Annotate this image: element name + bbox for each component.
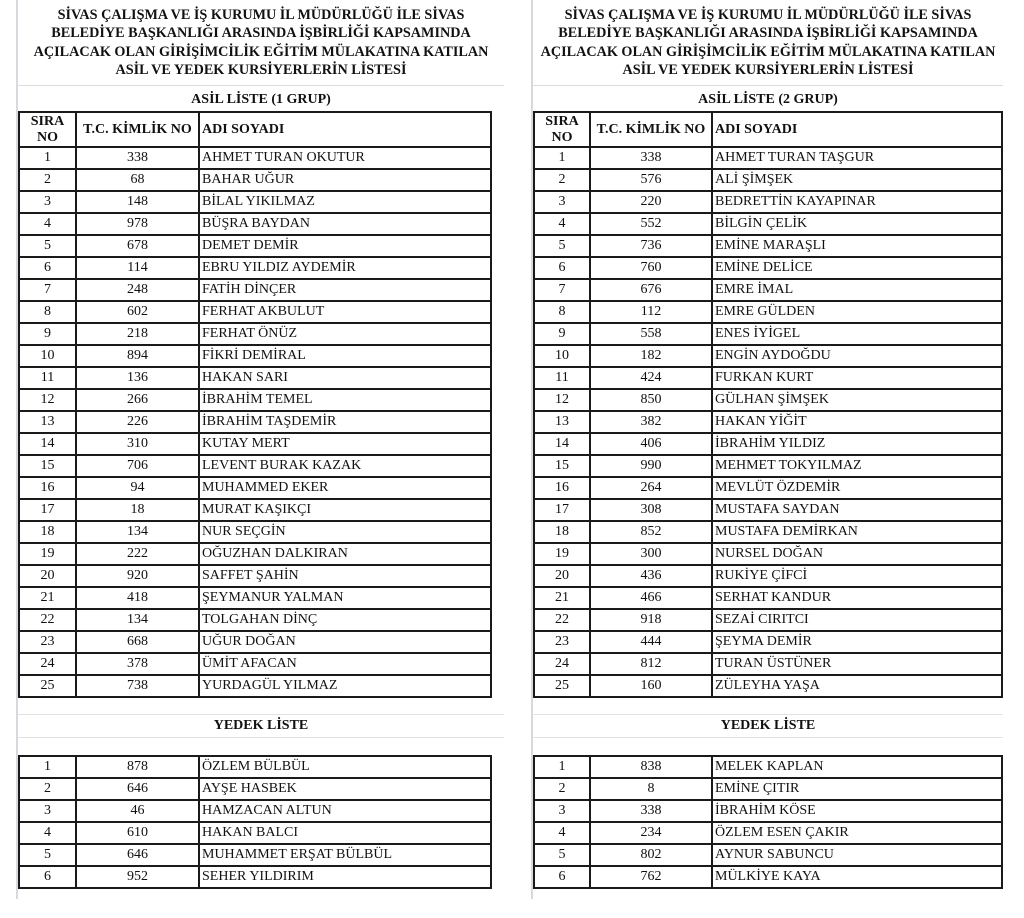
cell-tc-kimlik-no: 738 [76, 675, 199, 697]
table-row [19, 778, 491, 800]
cell-sira-no: 3 [534, 800, 590, 822]
cell-adi-soyadi: ÜMİT AFACAN [199, 653, 491, 675]
cell-adi-soyadi: AYŞE HASBEK [199, 778, 491, 800]
cell-adi-soyadi: NURSEL DOĞAN [712, 543, 1002, 565]
cell-tc-kimlik-no: 444 [590, 631, 712, 653]
cell-adi-soyadi: MUHAMMED EKER [199, 477, 491, 499]
cell-sira-no: 15 [19, 455, 76, 477]
cell-sira-no: 2 [534, 778, 590, 800]
cell-adi-soyadi: FERHAT ÖNÜZ [199, 323, 491, 345]
cell-tc-kimlik-no: 148 [76, 191, 199, 213]
table-row [534, 587, 1002, 609]
cell-adi-soyadi: ÖZLEM BÜLBÜL [199, 756, 491, 778]
cell-adi-soyadi: İBRAHİM KÖSE [712, 800, 1002, 822]
cell-adi-soyadi: BİLGİN ÇELİK [712, 213, 1002, 235]
cell-sira-no: 17 [19, 499, 76, 521]
cell-sira-no: 10 [19, 345, 76, 367]
table-row [19, 147, 491, 169]
cell-adi-soyadi: BEDRETTİN KAYAPINAR [712, 191, 1002, 213]
blank-row [18, 738, 504, 755]
cell-sira-no: 14 [534, 433, 590, 455]
cell-tc-kimlik-no: 812 [590, 653, 712, 675]
cell-adi-soyadi: FERHAT AKBULUT [199, 301, 491, 323]
cell-adi-soyadi: ŞEYMA DEMİR [712, 631, 1002, 653]
cell-sira-no: 4 [534, 822, 590, 844]
cell-adi-soyadi: ALİ ŞİMŞEK [712, 169, 1002, 191]
cell-tc-kimlik-no: 424 [590, 367, 712, 389]
left-list-panel [18, 0, 504, 889]
cell-adi-soyadi: SEZAİ CIRITCI [712, 609, 1002, 631]
cell-tc-kimlik-no: 676 [590, 279, 712, 301]
header-adi-soyadi: ADI SOYADI [199, 112, 491, 147]
table-row [19, 499, 491, 521]
cell-adi-soyadi: AHMET TURAN TAŞGUR [712, 147, 1002, 169]
cell-adi-soyadi: EMRE GÜLDEN [712, 301, 1002, 323]
cell-sira-no: 17 [534, 499, 590, 521]
cell-adi-soyadi: EBRU YILDIZ AYDEMİR [199, 257, 491, 279]
cell-tc-kimlik-no: 990 [590, 455, 712, 477]
cell-sira-no: 18 [534, 521, 590, 543]
cell-tc-kimlik-no: 418 [76, 587, 199, 609]
table-row [534, 477, 1002, 499]
cell-tc-kimlik-no: 576 [590, 169, 712, 191]
asil-table [18, 111, 492, 698]
table-row [19, 866, 491, 888]
cell-tc-kimlik-no: 552 [590, 213, 712, 235]
table-row [534, 756, 1002, 778]
cell-tc-kimlik-no: 762 [590, 866, 712, 888]
cell-tc-kimlik-no: 436 [590, 565, 712, 587]
header-sira-no: SIRA NO [19, 112, 76, 147]
table-row [534, 800, 1002, 822]
table-row [19, 455, 491, 477]
cell-sira-no: 23 [19, 631, 76, 653]
cell-sira-no: 8 [534, 301, 590, 323]
cell-adi-soyadi: HAKAN BALCI [199, 822, 491, 844]
table-row [534, 653, 1002, 675]
cell-sira-no: 6 [534, 257, 590, 279]
cell-adi-soyadi: EMİNE DELİCE [712, 257, 1002, 279]
cell-tc-kimlik-no: 266 [76, 389, 199, 411]
cell-sira-no: 14 [19, 433, 76, 455]
cell-sira-no: 13 [534, 411, 590, 433]
cell-tc-kimlik-no: 878 [76, 756, 199, 778]
cell-sira-no: 8 [19, 301, 76, 323]
cell-tc-kimlik-no: 338 [590, 147, 712, 169]
cell-adi-soyadi: DEMET DEMİR [199, 235, 491, 257]
cell-tc-kimlik-no: 308 [590, 499, 712, 521]
table-row [19, 521, 491, 543]
cell-tc-kimlik-no: 852 [590, 521, 712, 543]
document-title: SİVAS ÇALIŞMA VE İŞ KURUMU İL MÜDÜRLÜĞÜ İLE SİVAS BELEDİYE BAŞKANLIĞI ARASINDA İŞBİRLİĞİ KAPSAMINDA AÇILACAK OLAN GİRİŞİMCİLİK EĞİTİM MÜLAKATINA KATILAN ASİL VE YEDEK KURSİYERLERİN LİSTESİ [533, 0, 1003, 86]
cell-tc-kimlik-no: 760 [590, 257, 712, 279]
cell-adi-soyadi: ZÜLEYHA YAŞA [712, 675, 1002, 697]
table-row [19, 367, 491, 389]
table-row [534, 279, 1002, 301]
table-row [19, 477, 491, 499]
cell-sira-no: 3 [19, 800, 76, 822]
cell-tc-kimlik-no: 838 [590, 756, 712, 778]
table-row [534, 778, 1002, 800]
table-row [534, 191, 1002, 213]
cell-tc-kimlik-no: 114 [76, 257, 199, 279]
cell-tc-kimlik-no: 646 [76, 778, 199, 800]
asil-rows [19, 147, 491, 697]
table-row [534, 844, 1002, 866]
cell-sira-no: 19 [534, 543, 590, 565]
right-list-panel [533, 0, 1003, 889]
table-row [534, 301, 1002, 323]
table-row [19, 235, 491, 257]
cell-adi-soyadi: TURAN ÜSTÜNER [712, 653, 1002, 675]
cell-adi-soyadi: İBRAHİM YILDIZ [712, 433, 1002, 455]
table-row [534, 822, 1002, 844]
table-row [19, 301, 491, 323]
table-row [19, 169, 491, 191]
table-row [19, 653, 491, 675]
cell-adi-soyadi: İBRAHİM TAŞDEMİR [199, 411, 491, 433]
cell-adi-soyadi: ENGİN AYDOĞDU [712, 345, 1002, 367]
cell-sira-no: 19 [19, 543, 76, 565]
cell-sira-no: 21 [534, 587, 590, 609]
cell-adi-soyadi: MELEK KAPLAN [712, 756, 1002, 778]
cell-tc-kimlik-no: 406 [590, 433, 712, 455]
cell-sira-no: 4 [19, 822, 76, 844]
cell-tc-kimlik-no: 668 [76, 631, 199, 653]
blank-row [533, 698, 1003, 715]
cell-sira-no: 2 [19, 778, 76, 800]
table-row [19, 279, 491, 301]
cell-sira-no: 20 [19, 565, 76, 587]
cell-sira-no: 12 [534, 389, 590, 411]
cell-adi-soyadi: TOLGAHAN DİNÇ [199, 609, 491, 631]
cell-adi-soyadi: AHMET TURAN OKUTUR [199, 147, 491, 169]
yedek-table [18, 755, 492, 889]
cell-tc-kimlik-no: 182 [590, 345, 712, 367]
table-row [19, 609, 491, 631]
table-row [19, 257, 491, 279]
cell-tc-kimlik-no: 18 [76, 499, 199, 521]
cell-tc-kimlik-no: 978 [76, 213, 199, 235]
cell-sira-no: 2 [19, 169, 76, 191]
cell-adi-soyadi: MUHAMMET ERŞAT BÜLBÜL [199, 844, 491, 866]
cell-sira-no: 2 [534, 169, 590, 191]
cell-tc-kimlik-no: 264 [590, 477, 712, 499]
cell-sira-no: 7 [534, 279, 590, 301]
yedek-table [533, 755, 1003, 889]
table-row [19, 675, 491, 697]
header-sira-no: SIRA NO [534, 112, 590, 147]
table-row [534, 455, 1002, 477]
cell-sira-no: 6 [19, 866, 76, 888]
cell-adi-soyadi: NUR SEÇGİN [199, 521, 491, 543]
cell-tc-kimlik-no: 736 [590, 235, 712, 257]
cell-sira-no: 9 [19, 323, 76, 345]
cell-tc-kimlik-no: 226 [76, 411, 199, 433]
asil-rows [534, 147, 1002, 697]
cell-adi-soyadi: FURKAN KURT [712, 367, 1002, 389]
table-row [534, 169, 1002, 191]
cell-adi-soyadi: İBRAHİM TEMEL [199, 389, 491, 411]
table-row [19, 323, 491, 345]
table-row [534, 367, 1002, 389]
cell-sira-no: 1 [19, 756, 76, 778]
cell-sira-no: 13 [19, 411, 76, 433]
asil-table [533, 111, 1003, 698]
blank-row [18, 698, 504, 715]
cell-tc-kimlik-no: 678 [76, 235, 199, 257]
cell-adi-soyadi: BAHAR UĞUR [199, 169, 491, 191]
cell-sira-no: 18 [19, 521, 76, 543]
cell-tc-kimlik-no: 310 [76, 433, 199, 455]
cell-tc-kimlik-no: 338 [76, 147, 199, 169]
table-row [534, 675, 1002, 697]
table-row [19, 191, 491, 213]
yedek-rows [534, 756, 1002, 888]
cell-sira-no: 5 [534, 844, 590, 866]
table-row [19, 800, 491, 822]
cell-sira-no: 22 [534, 609, 590, 631]
table-row [534, 411, 1002, 433]
cell-tc-kimlik-no: 602 [76, 301, 199, 323]
cell-sira-no: 22 [19, 609, 76, 631]
cell-adi-soyadi: FİKRİ DEMİRAL [199, 345, 491, 367]
cell-tc-kimlik-no: 300 [590, 543, 712, 565]
cell-sira-no: 1 [19, 147, 76, 169]
group-title: ASİL LİSTE (2 GRUP) [698, 92, 838, 107]
cell-adi-soyadi: LEVENT BURAK KAZAK [199, 455, 491, 477]
table-row [19, 631, 491, 653]
cell-adi-soyadi: KUTAY MERT [199, 433, 491, 455]
cell-sira-no: 3 [534, 191, 590, 213]
cell-tc-kimlik-no: 160 [590, 675, 712, 697]
cell-sira-no: 21 [19, 587, 76, 609]
cell-tc-kimlik-no: 8 [590, 778, 712, 800]
document-title: SİVAS ÇALIŞMA VE İŞ KURUMU İL MÜDÜRLÜĞÜ İLE SİVAS BELEDİYE BAŞKANLIĞI ARASINDA İŞBİRLİĞİ KAPSAMINDA AÇILACAK OLAN GİRİŞİMCİLİK EĞİTİM MÜLAKATINA KATILAN ASİL VE YEDEK KURSİYERLERİN LİSTESİ [18, 0, 504, 86]
cell-adi-soyadi: HAKAN YİĞİT [712, 411, 1002, 433]
cell-adi-soyadi: BÜŞRA BAYDAN [199, 213, 491, 235]
cell-sira-no: 25 [534, 675, 590, 697]
table-row [534, 543, 1002, 565]
table-row [534, 499, 1002, 521]
cell-adi-soyadi: MURAT KAŞIKÇI [199, 499, 491, 521]
table-row [534, 345, 1002, 367]
table-row [534, 433, 1002, 455]
table-row [19, 543, 491, 565]
table-row [19, 433, 491, 455]
cell-tc-kimlik-no: 918 [590, 609, 712, 631]
cell-sira-no: 16 [19, 477, 76, 499]
yedek-title: YEDEK LİSTE [18, 715, 504, 738]
yedek-rows [19, 756, 491, 888]
cell-adi-soyadi: EMİNE MARAŞLI [712, 235, 1002, 257]
table-row [534, 521, 1002, 543]
cell-tc-kimlik-no: 952 [76, 866, 199, 888]
cell-tc-kimlik-no: 112 [590, 301, 712, 323]
cell-sira-no: 1 [534, 147, 590, 169]
cell-sira-no: 7 [19, 279, 76, 301]
cell-tc-kimlik-no: 706 [76, 455, 199, 477]
cell-tc-kimlik-no: 382 [590, 411, 712, 433]
cell-adi-soyadi: MUSTAFA DEMİRKAN [712, 521, 1002, 543]
table-row [19, 389, 491, 411]
cell-adi-soyadi: OĞUZHAN DALKIRAN [199, 543, 491, 565]
cell-adi-soyadi: SERHAT KANDUR [712, 587, 1002, 609]
cell-adi-soyadi: AYNUR SABUNCU [712, 844, 1002, 866]
cell-sira-no: 11 [19, 367, 76, 389]
header-tc-kimlik-no: T.C. KİMLİK NO [590, 112, 712, 147]
cell-adi-soyadi: EMİNE ÇITIR [712, 778, 1002, 800]
cell-tc-kimlik-no: 338 [590, 800, 712, 822]
cell-sira-no: 20 [534, 565, 590, 587]
table-row [534, 257, 1002, 279]
table-row [19, 411, 491, 433]
cell-tc-kimlik-no: 94 [76, 477, 199, 499]
cell-tc-kimlik-no: 378 [76, 653, 199, 675]
cell-tc-kimlik-no: 136 [76, 367, 199, 389]
cell-adi-soyadi: MEVLÜT ÖZDEMİR [712, 477, 1002, 499]
cell-adi-soyadi: FATİH DİNÇER [199, 279, 491, 301]
cell-adi-soyadi: BİLAL YIKILMAZ [199, 191, 491, 213]
cell-sira-no: 5 [19, 235, 76, 257]
table-row [19, 345, 491, 367]
table-row [534, 147, 1002, 169]
cell-adi-soyadi: MEHMET TOKYILMAZ [712, 455, 1002, 477]
table-row [19, 565, 491, 587]
cell-sira-no: 25 [19, 675, 76, 697]
table-row [534, 389, 1002, 411]
cell-sira-no: 23 [534, 631, 590, 653]
cell-sira-no: 24 [534, 653, 590, 675]
cell-adi-soyadi: RUKİYE ÇİFCİ [712, 565, 1002, 587]
table-row [534, 565, 1002, 587]
cell-tc-kimlik-no: 610 [76, 822, 199, 844]
cell-tc-kimlik-no: 218 [76, 323, 199, 345]
cell-tc-kimlik-no: 134 [76, 521, 199, 543]
cell-adi-soyadi: ÖZLEM ESEN ÇAKIR [712, 822, 1002, 844]
table-row [19, 844, 491, 866]
cell-tc-kimlik-no: 220 [590, 191, 712, 213]
table-row [534, 235, 1002, 257]
cell-tc-kimlik-no: 850 [590, 389, 712, 411]
cell-adi-soyadi: HAKAN SARI [199, 367, 491, 389]
cell-adi-soyadi: EMRE İMAL [712, 279, 1002, 301]
cell-sira-no: 6 [534, 866, 590, 888]
cell-sira-no: 15 [534, 455, 590, 477]
cell-tc-kimlik-no: 134 [76, 609, 199, 631]
cell-tc-kimlik-no: 46 [76, 800, 199, 822]
table-row [19, 213, 491, 235]
table-row [534, 866, 1002, 888]
cell-tc-kimlik-no: 920 [76, 565, 199, 587]
cell-sira-no: 5 [19, 844, 76, 866]
cell-sira-no: 5 [534, 235, 590, 257]
table-row [534, 631, 1002, 653]
cell-sira-no: 4 [534, 213, 590, 235]
group-title: ASİL LİSTE (1 GRUP) [191, 92, 331, 107]
cell-adi-soyadi: SAFFET ŞAHİN [199, 565, 491, 587]
cell-adi-soyadi: ENES İYİGEL [712, 323, 1002, 345]
cell-adi-soyadi: YURDAGÜL YILMAZ [199, 675, 491, 697]
cell-tc-kimlik-no: 466 [590, 587, 712, 609]
cell-adi-soyadi: GÜLHAN ŞİMŞEK [712, 389, 1002, 411]
table-row [534, 609, 1002, 631]
cell-adi-soyadi: HAMZACAN ALTUN [199, 800, 491, 822]
header-tc-kimlik-no: T.C. KİMLİK NO [76, 112, 199, 147]
cell-tc-kimlik-no: 894 [76, 345, 199, 367]
cell-tc-kimlik-no: 222 [76, 543, 199, 565]
cell-tc-kimlik-no: 68 [76, 169, 199, 191]
cell-adi-soyadi: SEHER YILDIRIM [199, 866, 491, 888]
table-row [534, 213, 1002, 235]
cell-sira-no: 11 [534, 367, 590, 389]
cell-tc-kimlik-no: 646 [76, 844, 199, 866]
cell-tc-kimlik-no: 234 [590, 822, 712, 844]
cell-adi-soyadi: UĞUR DOĞAN [199, 631, 491, 653]
table-header-row [19, 112, 491, 147]
table-row [19, 587, 491, 609]
cell-sira-no: 16 [534, 477, 590, 499]
cell-adi-soyadi: MUSTAFA SAYDAN [712, 499, 1002, 521]
cell-sira-no: 24 [19, 653, 76, 675]
cell-sira-no: 1 [534, 756, 590, 778]
cell-tc-kimlik-no: 558 [590, 323, 712, 345]
cell-adi-soyadi: MÜLKİYE KAYA [712, 866, 1002, 888]
cell-sira-no: 6 [19, 257, 76, 279]
table-row [19, 756, 491, 778]
cell-adi-soyadi: ŞEYMANUR YALMAN [199, 587, 491, 609]
cell-sira-no: 4 [19, 213, 76, 235]
cell-tc-kimlik-no: 802 [590, 844, 712, 866]
cell-sira-no: 12 [19, 389, 76, 411]
cell-sira-no: 9 [534, 323, 590, 345]
cell-sira-no: 3 [19, 191, 76, 213]
table-row [534, 323, 1002, 345]
yedek-title: YEDEK LİSTE [533, 715, 1003, 738]
header-adi-soyadi: ADI SOYADI [712, 112, 1002, 147]
blank-row [533, 738, 1003, 755]
table-row [19, 822, 491, 844]
table-header-row [534, 112, 1002, 147]
cell-sira-no: 10 [534, 345, 590, 367]
cell-tc-kimlik-no: 248 [76, 279, 199, 301]
